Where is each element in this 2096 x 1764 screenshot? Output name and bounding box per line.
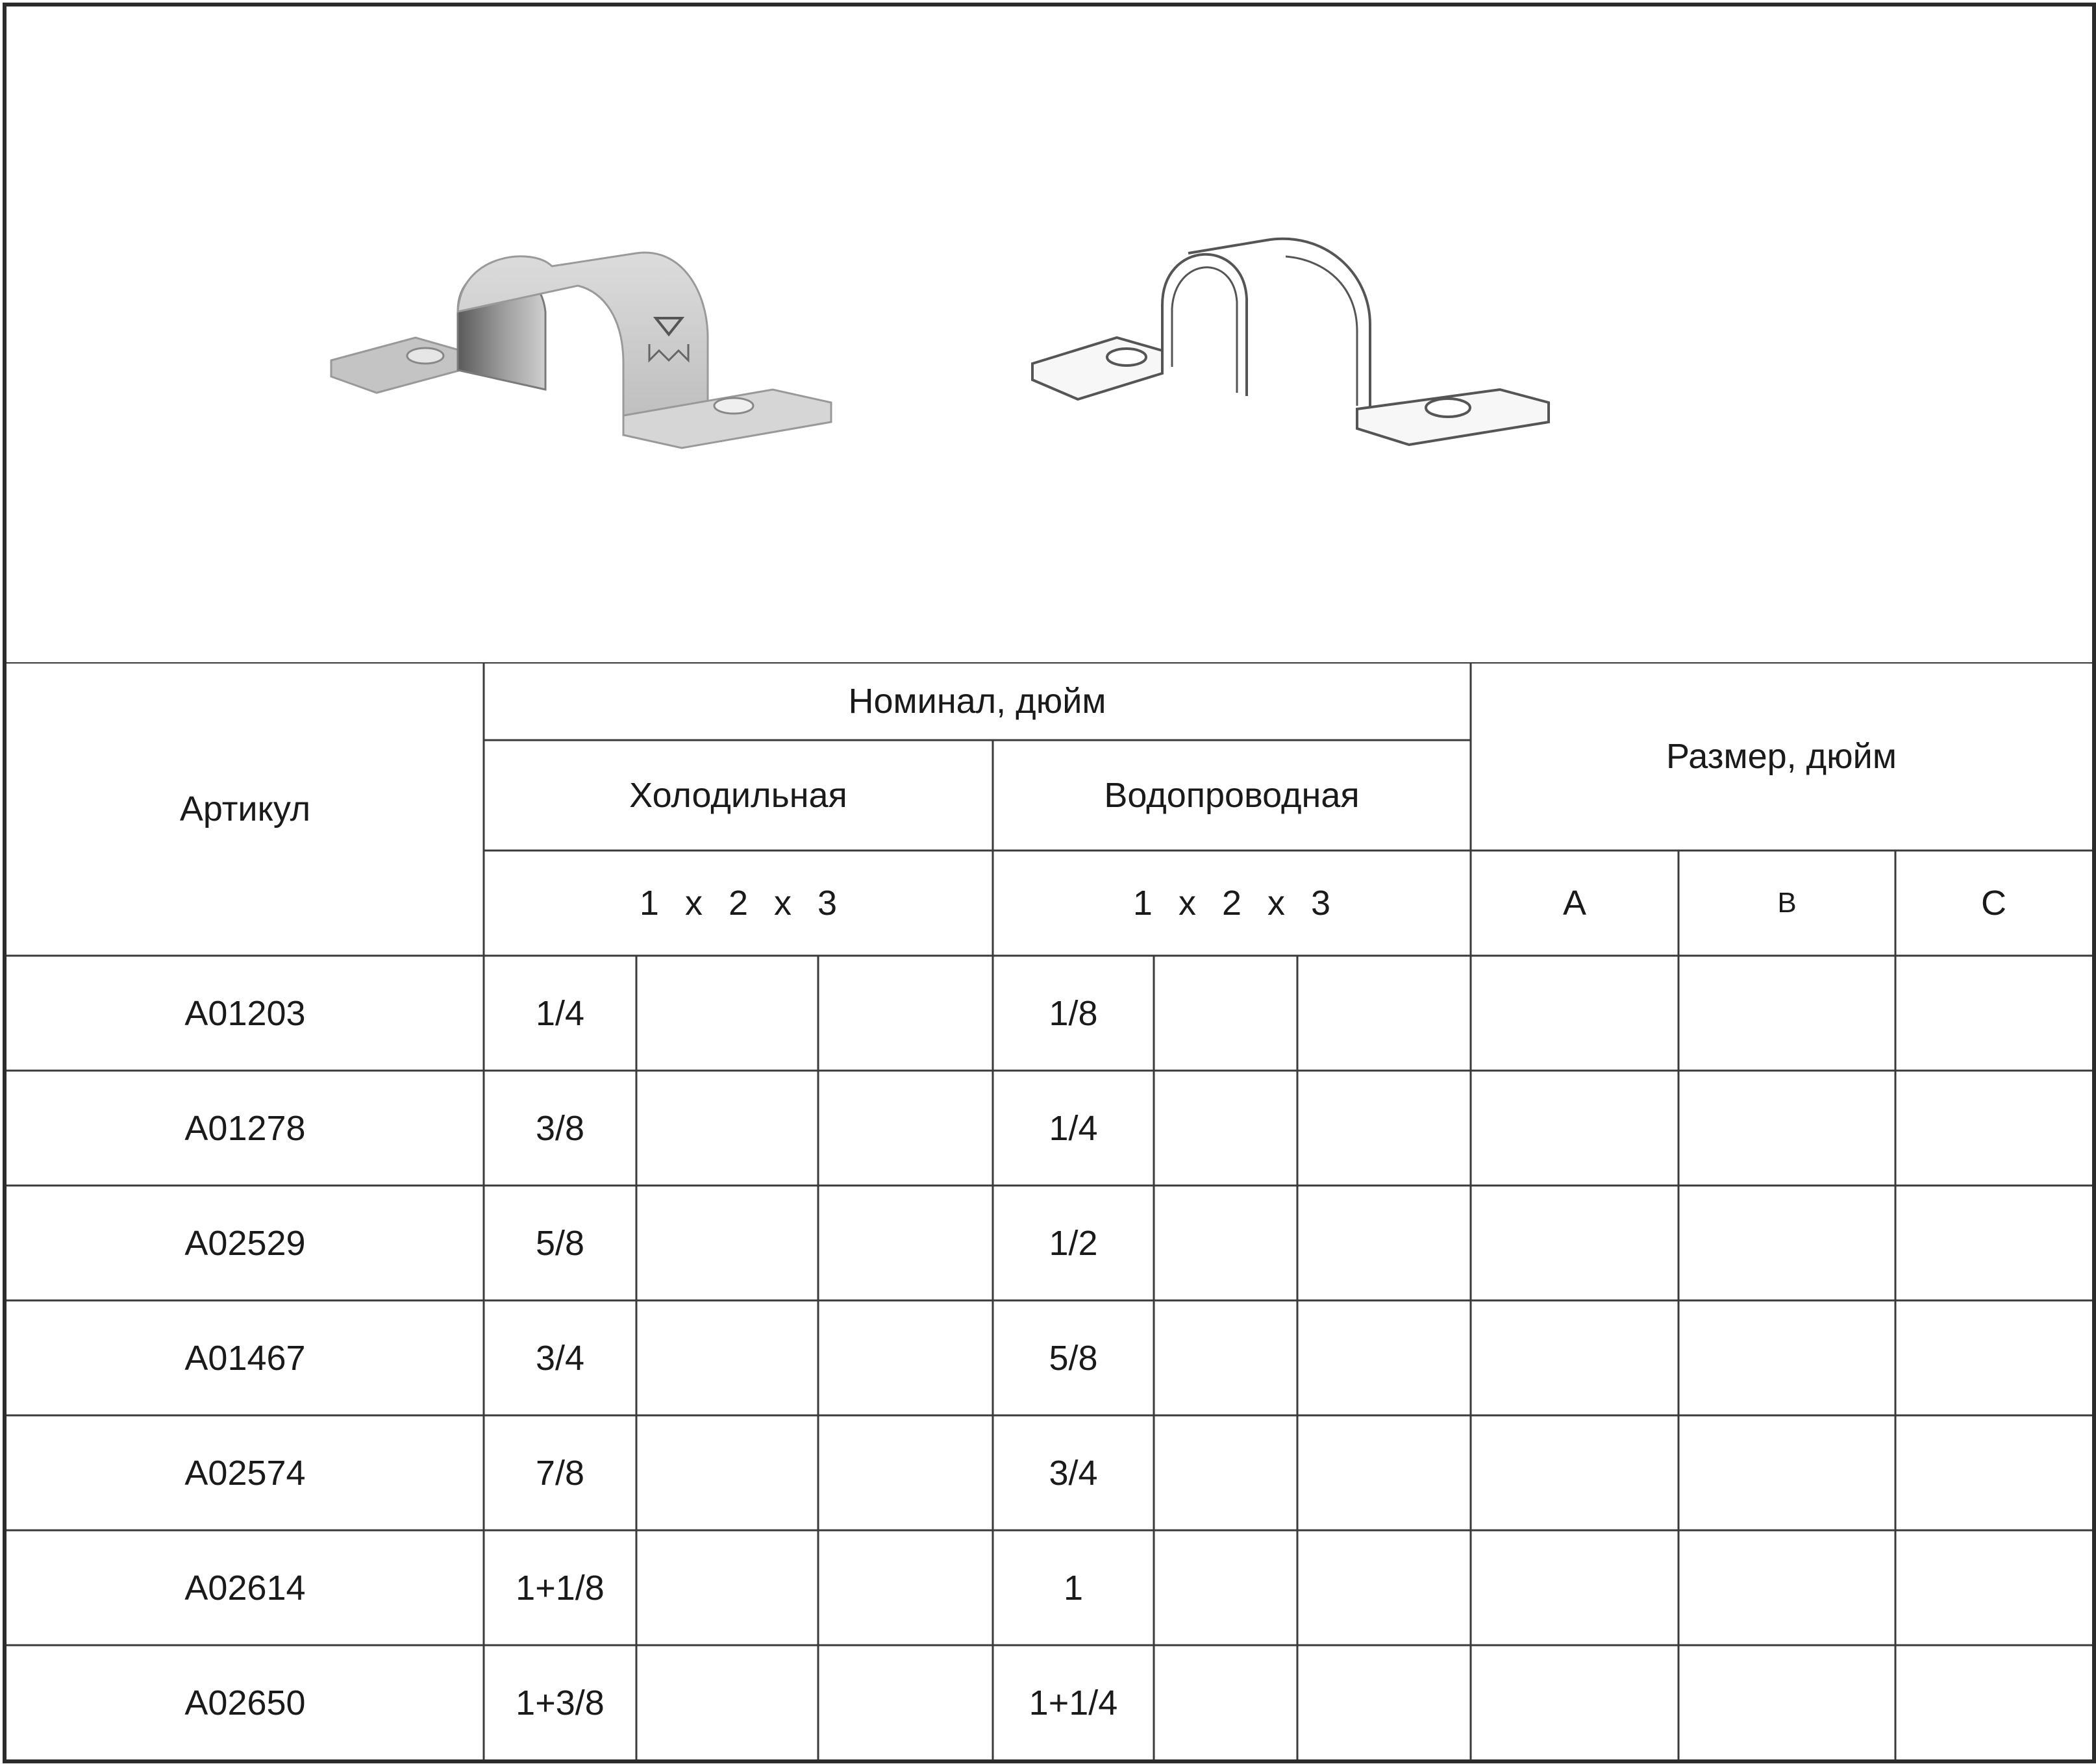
header-water: Водопроводная — [1104, 776, 1360, 815]
pipe-clamp-shaded-illustration — [318, 240, 864, 461]
row-article: A01467 — [184, 1338, 306, 1378]
row-water-value: 1/8 — [1049, 993, 1098, 1033]
header-cold: Холодильная — [629, 776, 847, 815]
row-article: A01203 — [184, 993, 306, 1033]
header-size-b: B — [1777, 887, 1797, 919]
dim-2: 2 — [1221, 884, 1242, 923]
row-cold-value: 5/8 — [535, 1223, 585, 1263]
row-water-value: 1 — [1063, 1568, 1084, 1608]
specification-table — [6, 662, 2092, 1759]
dim-3: 3 — [817, 884, 838, 923]
row-cold-value: 7/8 — [535, 1453, 585, 1493]
dim-x: x — [774, 884, 792, 923]
header-size: Размер, дюйм — [1666, 737, 1897, 776]
dim-x: x — [1178, 884, 1196, 923]
dim-3: 3 — [1311, 884, 1331, 923]
header-size-a: A — [1562, 884, 1587, 923]
dim-2: 2 — [728, 884, 749, 923]
row-article: A02529 — [184, 1223, 306, 1263]
header-article: Артикул — [179, 789, 311, 828]
pipe-clamp-outline-illustration — [1019, 227, 1565, 461]
row-water-value: 1/2 — [1049, 1223, 1098, 1263]
row-water-value: 3/4 — [1049, 1453, 1098, 1493]
header-nominal: Номинал, дюйм — [848, 682, 1106, 721]
row-article: A02574 — [184, 1453, 306, 1493]
row-water-value: 5/8 — [1049, 1338, 1098, 1378]
row-cold-value: 1+1/8 — [516, 1568, 605, 1608]
row-cold-value: 3/8 — [535, 1108, 585, 1148]
row-cold-value: 1/4 — [535, 993, 585, 1033]
header-water-dims — [993, 851, 1471, 956]
row-cold-value: 1+3/8 — [516, 1683, 605, 1722]
row-article: A02650 — [184, 1683, 306, 1722]
row-cold-value: 3/4 — [535, 1338, 585, 1378]
row-article: A01278 — [184, 1108, 306, 1148]
dim-x: x — [1267, 884, 1286, 923]
row-water-value: 1+1/4 — [1029, 1683, 1118, 1722]
illustration-area — [6, 6, 2092, 662]
row-article: A02614 — [184, 1568, 306, 1608]
header-cold-dims — [484, 851, 993, 956]
dim-1: 1 — [639, 884, 659, 923]
header-size-c: C — [1981, 884, 2006, 923]
dim-x: x — [684, 884, 703, 923]
catalog-sheet — [3, 3, 2096, 1763]
dim-1: 1 — [1132, 884, 1153, 923]
row-water-value: 1/4 — [1049, 1108, 1098, 1148]
